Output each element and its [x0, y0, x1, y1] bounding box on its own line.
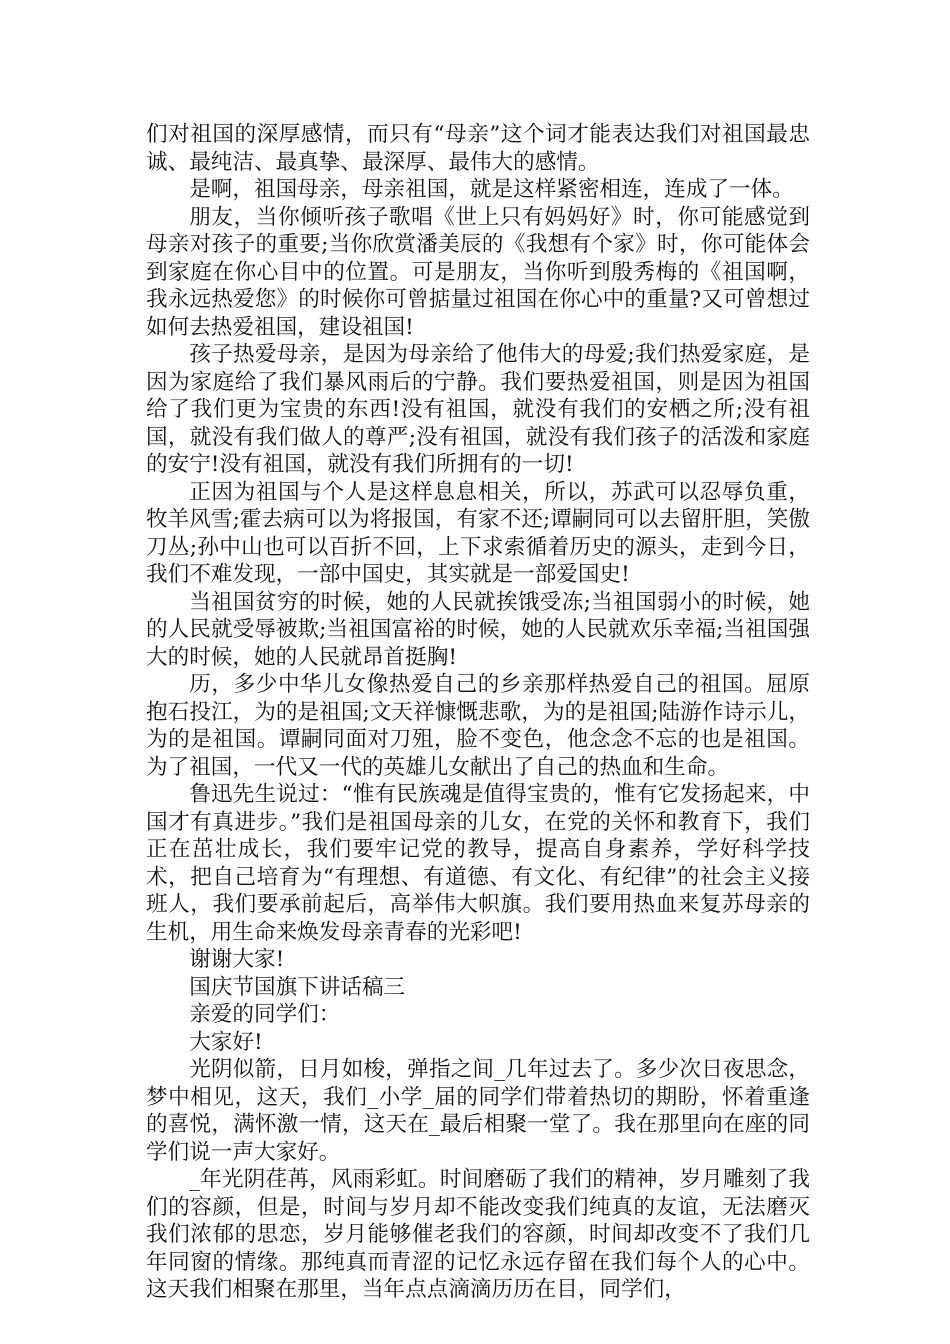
paragraph-5: 正因为祖国与个人是这样息息相关，所以，苏武可以忍辱负重，牧羊风雪;霍去病可以为将报国，有家不还;谭嗣同可以去留肝胆，笑傲刀丛;孙中山也可以百折不回，上下求索循着历史的源头，走到今日，我们不难发现，一部中国史，其实就是一部爱国史! — [146, 479, 810, 587]
paragraph-8: 鲁迅先生说过：“惟有民族魂是值得宝贵的，惟有它发扬起来，中国才有真进步。”我们是祖国母亲的儿女，在党的关怀和教育下，我们正在茁壮成长，我们要牢记党的教导，提高自身素养，学好科学技术，把自己培育为“有理想、有道德、有文化、有纪律”的社会主义接班人，我们要承前起后，高举伟大帜旗。我们要用热血来复苏母亲的生机，用生命来焕发母亲青春的光彩吧! — [146, 782, 810, 945]
document-body — [146, 121, 810, 1304]
paragraph-thanks: 谢谢大家! — [189, 947, 285, 972]
paragraph-1: 们对祖国的深厚感情，而只有“母亲”这个词才能表达我们对祖国最忠诚、最纯洁、最真挚、最深厚、最伟大的感情。 — [146, 122, 810, 175]
paragraph-3: 朋友，当你倾听孩子歌唱《世上只有妈妈好》时，你可能感觉到母亲对孩子的重要;当你欣赏潘美辰的《我想有个家》时，你可能体会到家庭在你心目中的位置。可是朋友，当你听到殷秀梅的《祖国啊，我永远热爱您》的时候你可曾掂量过祖国在你心中的重量?又可曾想过如何去热爱祖国，建设祖国! — [146, 204, 810, 340]
paragraph-7: 历，多少中华儿女像热爱自己的乡亲那样热爱自己的祖国。屈原抱石投江，为的是祖国;文天祥慷慨悲歌，为的是祖国;陆游作诗示儿，为的是祖国。谭嗣同面对刀殂，脸不变色，他念念不忘的也是祖国。为了祖国，一代又一代的英雄儿女献出了自己的热血和生命。 — [146, 672, 810, 780]
paragraph-13: 光阴似箭，日月如梭，弹指之间_几年过去了。多少次日夜思念，梦中相见，这天，我们_小学_届的同学们带着热切的期盼，怀着重逢的喜悦，满怀激一情，这天在_最后相聚一堂了。我在那里向在座的同学们说一声大家好。 — [146, 1057, 810, 1165]
paragraph-4: 孩子热爱母亲，是因为母亲给了他伟大的母爱;我们热爱家庭，是因为家庭给了我们暴风雨后的宁静。我们要热爱祖国，则是因为祖国给了我们更为宝贵的东西!没有祖国，就没有我们的安栖之所;没有祖国，就没有我们做人的尊严;没有祖国，就没有我们孩子的活泼和家庭的安宁!没有祖国，就没有我们所拥有的一切! — [146, 342, 810, 477]
section-heading: 国庆节国旗下讲话稿三 — [189, 974, 406, 1000]
paragraph-14: _年光阴荏苒，风雨彩虹。时间磨砺了我们的精神，岁月雕刻了我们的容颜，但是，时间与岁月却不能改变我们纯真的友谊，无法磨灭我们浓郁的思恋，岁月能够催老我们的容颜，时间却改变不了我们几年同窗的情缘。那纯真而青涩的记忆永远存留在我们每个人的心中。这天我们相聚在那里，当年点点滴滴历历在目，同学们， — [146, 1167, 810, 1302]
salutation: 亲爱的同学们： — [189, 1002, 341, 1027]
greeting: 大家好! — [189, 1029, 263, 1055]
paragraph-6: 当祖国贫穷的时候，她的人民就挨饿受冻;当祖国弱小的时候，她的人民就受辱被欺;当祖国富裕的时候，她的人民就欢乐幸福;当祖国强大的时候，她的人民就昂首挺胸! — [146, 589, 810, 670]
paragraph-2: 是啊，祖国母亲，母亲祖国，就是这样紧密相连，连成了一体。 — [189, 177, 794, 202]
